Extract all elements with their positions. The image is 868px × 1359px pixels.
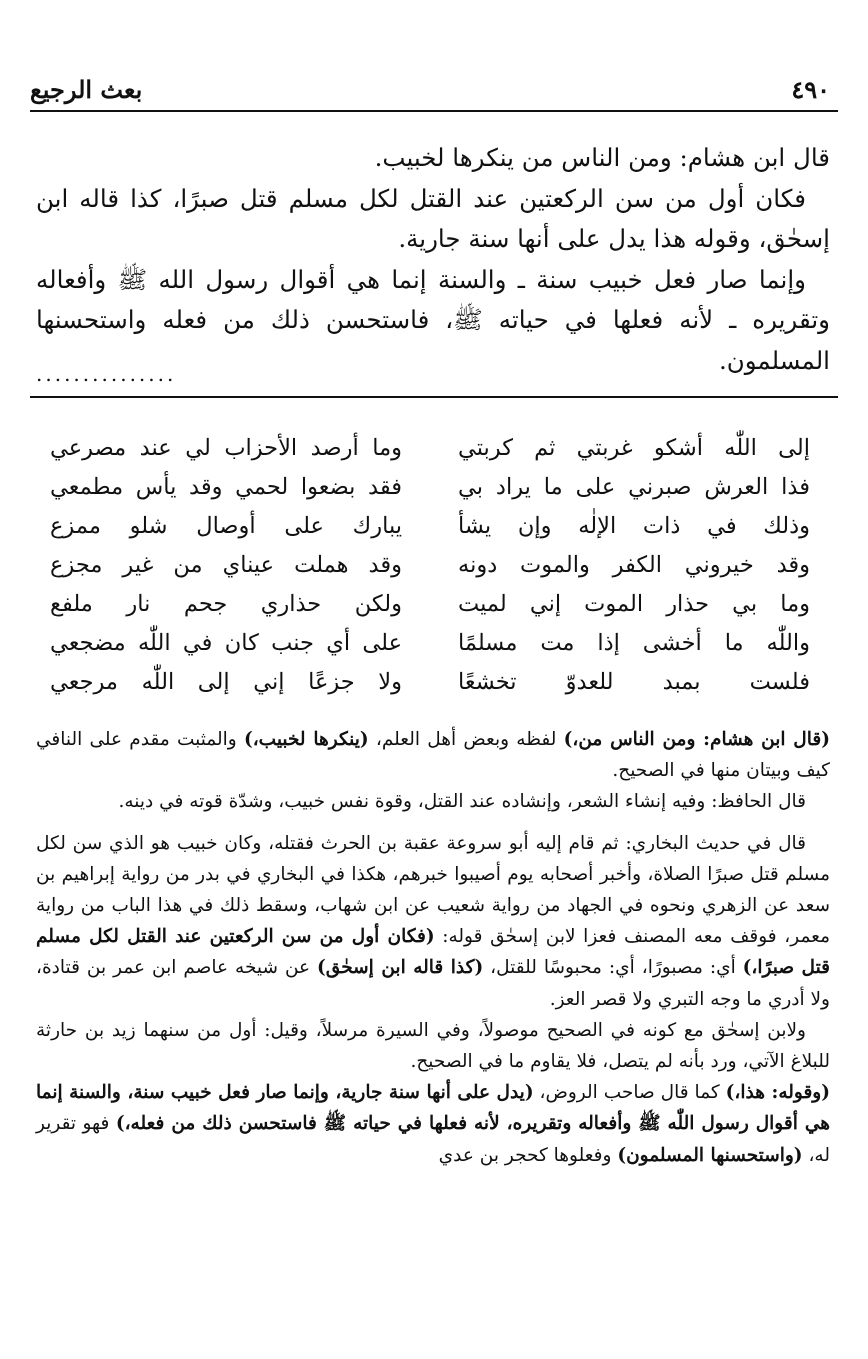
quoted-text: (واستحسنها المسلمون) [617, 1144, 803, 1166]
quoted-text: (وقوله: هذا،) [725, 1082, 830, 1104]
commentary-text: وفعلوها كحجر بن عدي [438, 1144, 618, 1166]
commentary-paragraph [36, 828, 830, 1015]
commentary-text: عن شيخه عاصم ابن عمر بن قتادة، ولا أدري ما وجه التبري ولا قصر العز. [36, 957, 830, 1010]
quoted-text: (قال ابن هشام: ومن الناس من،) [563, 729, 830, 750]
verse-second-hemistich: يبارك على أوصال شلو ممزع [50, 512, 402, 539]
header-rule [30, 110, 838, 112]
commentary-text: قال في حديث البخاري: ثم قام إليه أبو سروعة عقبة بن الحرث فقتله، وكان خبيب هو الذي سن لكل مسلم قتل صبرًا الصلاة، وأخبر أصحابه يوم أصيبوا خبرهم، هكذا في البخاري في بدر من رواية إبراهيم بن سعد عن الزهري ونحوه في الجهاد من رواية شعيب عن ابن شهاب، وسقط ذلك في هذا الباب من رواية معمر، فوقف معه المصنف فعزا لابن إسحٰق قوله: [36, 832, 831, 948]
verse-second-hemistich: ولا جزعًا إني إلى اللّٰه مرجعي [50, 668, 402, 695]
verse-first-hemistich: واللّٰه ما أخشى إذا مت مسلمًا [458, 629, 810, 656]
main-text [36, 138, 830, 381]
commentary-paragraph: قال الحافظ: وفيه إنشاء الشعر، وإنشاده عند القتل، وقوة نفس خبيب، وشدّة قوته في دينه. [118, 791, 806, 813]
verse-second-hemistich: وقد هملت عيناي من غير مجزع [50, 551, 402, 578]
commentary-text: والمثبت مقدم على النافي كيف وبيتان منها في الصحيح. [36, 729, 830, 782]
page-number: ٤٩٠ [791, 75, 830, 104]
separator-rule [30, 396, 838, 398]
poem-verse [50, 506, 810, 545]
commentary-text: كما قال صاحب الروض، [533, 1082, 726, 1104]
poem-verse [50, 467, 810, 506]
main-paragraph: وإنما صار فعل خبيب سنة ـ والسنة إنما هي أقوال رسول الله ﷺ وأفعاله وتقريره ـ لأنه فعلها في حياته ﷺ، فاستحسن ذلك من فعله واستحسنها المسلمون. [36, 264, 830, 375]
commentary-paragraph [36, 724, 830, 786]
commentary [36, 724, 830, 1171]
poem-verse [50, 428, 810, 467]
poem [50, 428, 810, 701]
main-paragraph: قال ابن هشام: ومن الناس من ينكرها لخبيب. [374, 143, 830, 172]
commentary-text: لفظه وبعض أهل العلم، [368, 729, 564, 750]
verse-first-hemistich: وذلك في ذات الإلٰه وإن يشأ [458, 512, 810, 539]
separator-dots: ............... [36, 362, 177, 386]
commentary-paragraph [36, 1077, 830, 1171]
main-paragraph: فكان أول من سن الركعتين عند القتل لكل مسلم قتل صبرًا، كذا قاله ابن إسحٰق، وقوله هذا يدل على أنها سنة جارية. [36, 183, 830, 253]
poem-verse [50, 662, 810, 701]
commentary-paragraph: ولابن إسحٰق مع كونه في الصحيح موصولاً، وفي السيرة مرسلاً، وقيل: أول من سنهما زيد بن حارثة للبلاغ الآتي، ورد بأنه لم يتصل، فلا يقاوم ما في الصحيح. [36, 1019, 830, 1073]
verse-first-hemistich: إلى اللّٰه أشكو غربتي ثم كربتي [458, 434, 810, 461]
poem-verse [50, 545, 810, 584]
verse-first-hemistich: فذا العرش صبرني على ما يراد بي [458, 473, 810, 500]
verse-first-hemistich: فلست بمبد للعدوّ تخشعًا [458, 668, 810, 695]
quoted-text: (يدل على أنها سنة جارية، وإنما صار فعل خبيب سنة، والسنة إنما هي أقوال رسول اللّٰه ﷺ وأفعاله وتقريره، لأنه فعلها في حياته ﷺ فاستحسن ذلك من فعله،) [36, 1082, 830, 1135]
verse-second-hemistich: ولكن حذاري جحم نار ملفع [50, 590, 402, 617]
verse-second-hemistich: على أي جنب كان في اللّٰه مضجعي [50, 629, 402, 656]
chapter-title: بعث الرجيع [30, 75, 143, 104]
quoted-text: (كذا قاله ابن إسحٰق) [317, 957, 484, 979]
page-header [30, 60, 830, 104]
verse-second-hemistich: وما أرصد الأحزاب لي عند مصرعي [50, 434, 402, 461]
quoted-text: (ينكرها لخبيب،) [243, 729, 369, 750]
poem-verse [50, 584, 810, 623]
verse-second-hemistich: فقد بضعوا لحمي وقد يأس مطمعي [50, 473, 402, 500]
commentary-text: أي: مصبورًا، أي: محبوسًا للقتل، [483, 957, 743, 979]
commentary-text: فهو تقرير له، [36, 1113, 830, 1166]
poem-verse [50, 623, 810, 662]
verse-first-hemistich: وقد خيروني الكفر والموت دونه [458, 551, 810, 578]
verse-first-hemistich: وما بي حذار الموت إني لميت [458, 590, 810, 617]
quoted-text: (فكان أول من سن الركعتين عند القتل لكل مسلم قتل صبرًا،) [36, 926, 830, 979]
